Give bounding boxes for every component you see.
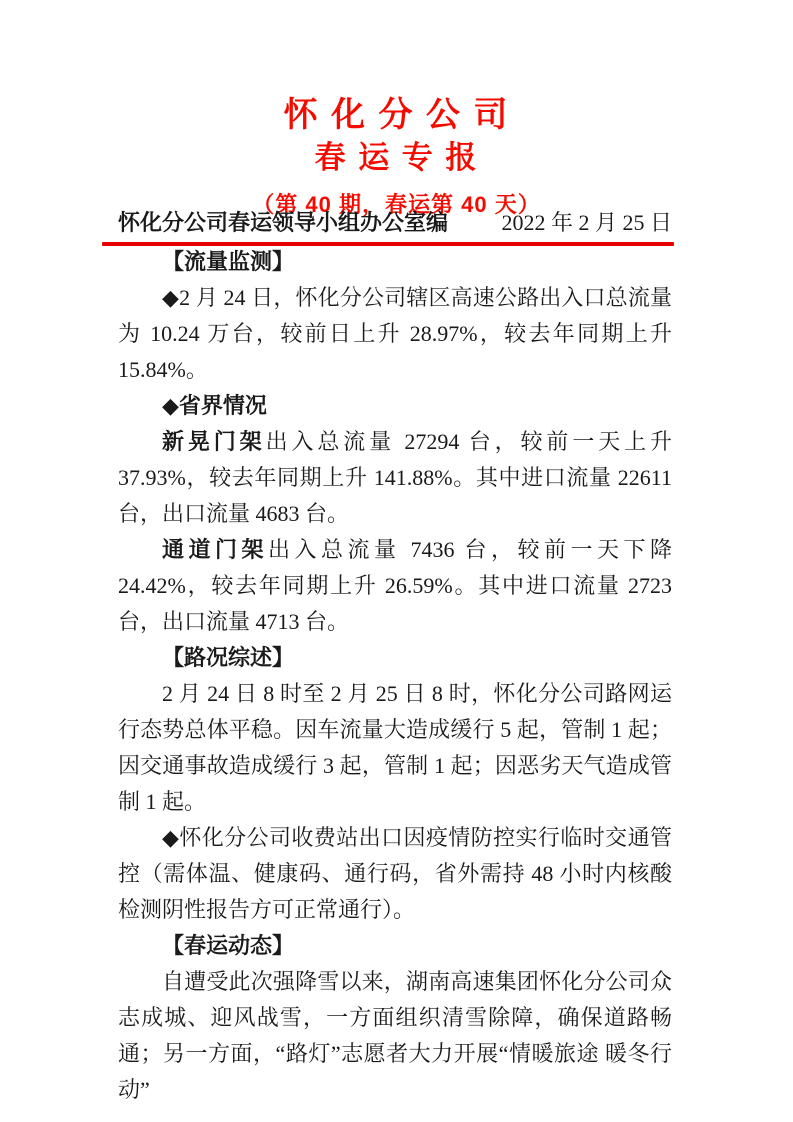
byline-row bbox=[118, 209, 672, 237]
report-title: 春 运 专 报 bbox=[314, 140, 479, 175]
section-heading-road-conditions: 【路况综述】 bbox=[162, 645, 295, 670]
gantry-xinhuang-stats: 出入总流量 27294 台，较前一天上升 37.93%，较去年同期上升 141.88%。其中进口流量 22611 台，出口流量 4683 台。 bbox=[118, 429, 672, 526]
paragraph-epidemic-control: ◆怀化分公司收费站出口因疫情防控实行临时交通管控（需体温、健康码、通行码，省外需持 48 小时内核酸检测阴性报告方可正常通行）。 bbox=[118, 825, 672, 922]
document-body bbox=[118, 244, 672, 1108]
section-heading-spring-travel-news: 【春运动态】 bbox=[162, 933, 295, 958]
paragraph-road-summary: 2 月 24 日 8 时至 2 月 25 日 8 时，怀化分公司路网运行态势总体平稳。因车流量大造成缓行 5 起，管制 1 起；因交通事故造成缓行 3 起，管制 1 起；因恶劣天气造成管制 1 起。 bbox=[118, 681, 672, 814]
issue-date: 2022 年 2 月 25 日 bbox=[501, 210, 672, 235]
issue-number-line: （第 40 期，春运第 40 天） bbox=[252, 192, 541, 217]
company-title: 怀 化 分 公 司 bbox=[283, 96, 510, 134]
gantry-name-xinhuang: 新晃门架 bbox=[162, 429, 266, 454]
masthead bbox=[0, 96, 793, 218]
paragraph-snow-response: 自遭受此次强降雪以来，湖南高速集团怀化分公司众志成城、迎风战雪，一方面组织清雪除障，确保道路畅通；另一方面，“路灯”志愿者大力开展“情暖旅途 暖冬行动” bbox=[118, 969, 672, 1102]
subheading-province-border: ◆省界情况 bbox=[162, 393, 267, 418]
gantry-name-tongdao: 通道门架 bbox=[162, 537, 268, 562]
gantry-tongdao-stats: 出入总流量 7436 台，较前一天下降 24.42%，较去年同期上升 26.59%。其中进口流量 2723 台，出口流量 4713 台。 bbox=[118, 537, 672, 634]
paragraph-tongdao-gantry bbox=[118, 532, 672, 640]
paragraph-xinhuang-gantry bbox=[118, 424, 672, 532]
editor-byline: 怀化分公司春运领导小组办公室编 bbox=[118, 210, 449, 235]
section-heading-traffic-monitor: 【流量监测】 bbox=[162, 249, 295, 274]
paragraph-total-flow: ◆2 月 24 日，怀化分公司辖区高速公路出入口总流量为 10.24 万台，较前日上升 28.97%，较去年同期上升 15.84%。 bbox=[118, 285, 672, 382]
